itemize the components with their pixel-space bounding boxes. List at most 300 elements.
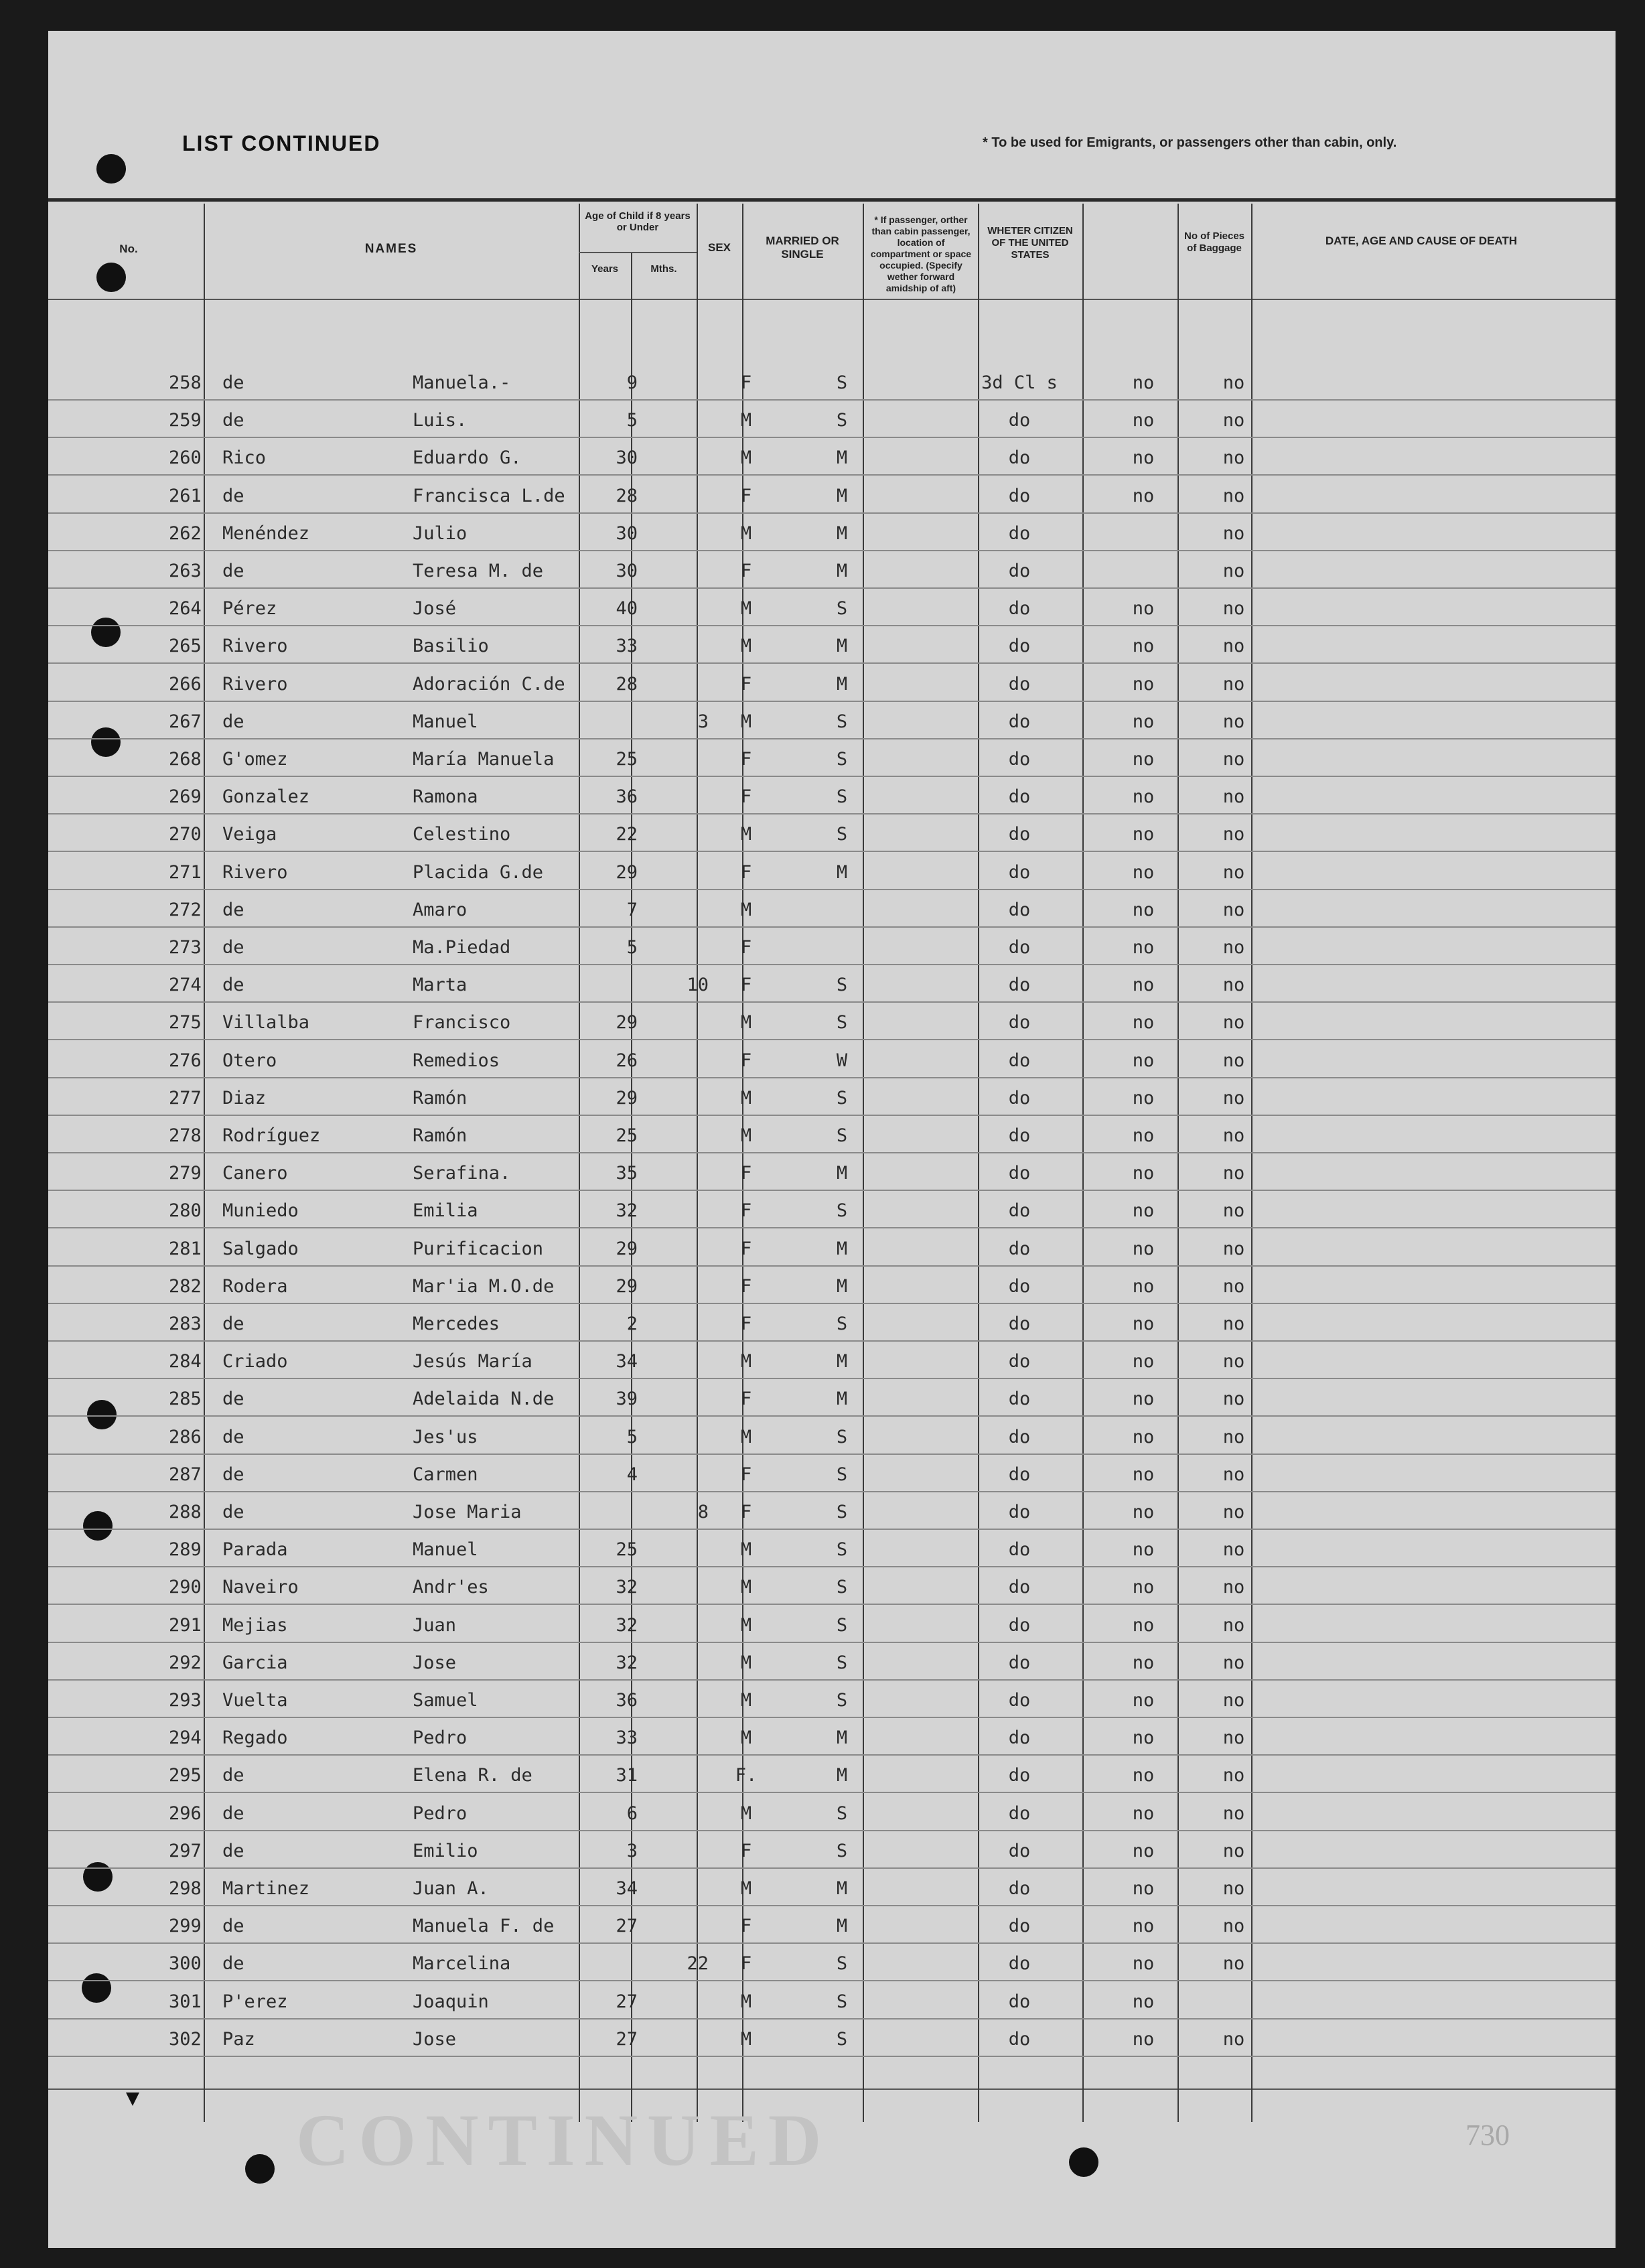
location-cell: do	[1008, 447, 1031, 468]
baggage-cell: no	[1222, 1502, 1245, 1522]
age-years-cell: 30	[616, 561, 638, 581]
given-name-cell: Basilio	[413, 636, 489, 656]
row-number-cell: 295	[169, 1765, 202, 1786]
table-row	[48, 442, 1616, 480]
table-row	[48, 1120, 1616, 1157]
us-citizen-cell: no	[1132, 598, 1155, 619]
column-header-rule	[48, 299, 1616, 300]
us-citizen-cell: no	[1132, 1577, 1155, 1598]
row-number-cell: 296	[169, 1803, 202, 1824]
age-years-cell: 29	[616, 862, 638, 883]
given-name-cell: Emilio	[413, 1841, 478, 1861]
table-row	[48, 1948, 1616, 1985]
punch-hole-icon	[96, 263, 126, 292]
sex-cell: M	[740, 1088, 752, 1109]
location-cell: do	[1008, 486, 1031, 506]
given-name-cell: Emilia	[413, 1200, 478, 1221]
age-months-cell: 10	[687, 975, 709, 995]
location-cell: do	[1008, 1238, 1031, 1259]
table-row	[48, 1722, 1616, 1760]
marital-status-cell: S	[836, 1539, 848, 1560]
location-cell: do	[1008, 1276, 1031, 1297]
row-number-cell: 280	[169, 1200, 202, 1221]
row-number-cell: 298	[169, 1878, 202, 1899]
us-citizen-cell: no	[1132, 1727, 1155, 1748]
stamp: CONTINUED	[296, 2099, 831, 2181]
table-row	[48, 593, 1616, 630]
sex-cell: M	[740, 523, 752, 544]
marital-status-cell: S	[836, 598, 848, 619]
sex-cell: F	[740, 1389, 752, 1409]
location-cell: do	[1008, 1464, 1031, 1485]
location-cell: do	[1008, 1163, 1031, 1184]
sex-cell: F	[740, 937, 752, 958]
baggage-cell: no	[1222, 937, 1245, 958]
marital-status-cell: M	[836, 1238, 848, 1259]
table-row	[48, 1459, 1616, 1496]
table-row	[48, 1383, 1616, 1421]
baggage-cell: no	[1222, 1727, 1245, 1748]
location-cell: do	[1008, 1878, 1031, 1899]
table-row	[48, 1685, 1616, 1722]
row-number-cell: 290	[169, 1577, 202, 1598]
sex-cell: M	[740, 2029, 752, 2050]
age-years-cell: 29	[616, 1012, 638, 1033]
surname-cell: Rodríguez	[222, 1125, 321, 1146]
table-bottom-rule	[48, 2088, 1616, 2090]
us-citizen-cell: no	[1132, 1238, 1155, 1259]
marital-status-cell: S	[836, 1200, 848, 1221]
location-cell: do	[1008, 975, 1031, 995]
baggage-cell: no	[1222, 1050, 1245, 1071]
us-citizen-cell: no	[1132, 1389, 1155, 1409]
marital-status-cell: S	[836, 1690, 848, 1711]
surname-cell: de	[222, 486, 244, 506]
row-number-cell: 294	[169, 1727, 202, 1748]
location-cell: do	[1008, 1088, 1031, 1109]
baggage-cell: no	[1222, 1314, 1245, 1334]
us-citizen-cell: no	[1132, 862, 1155, 883]
col-header-names: NAMES	[364, 242, 418, 256]
table-row	[48, 480, 1616, 518]
marital-status-cell: W	[836, 1050, 848, 1071]
age-subheader-rule	[579, 252, 697, 253]
us-citizen-cell: no	[1132, 1916, 1155, 1936]
given-name-cell: Manuela F. de	[413, 1916, 555, 1936]
location-cell: do	[1008, 1803, 1031, 1824]
us-citizen-cell: no	[1132, 1953, 1155, 1974]
given-name-cell: Francisco	[413, 1012, 511, 1033]
age-years-cell: 33	[616, 636, 638, 656]
age-years-cell: 29	[616, 1088, 638, 1109]
table-row	[48, 743, 1616, 781]
sex-cell: F	[740, 749, 752, 770]
age-years-cell: 5	[626, 937, 638, 958]
given-name-cell: Remedios	[413, 1050, 500, 1071]
location-cell: do	[1008, 711, 1031, 732]
age-years-cell: 22	[616, 824, 638, 845]
table-row	[48, 367, 1616, 405]
sex-cell: M	[740, 711, 752, 732]
row-number-cell: 291	[169, 1615, 202, 1636]
baggage-cell: no	[1222, 447, 1245, 468]
given-name-cell: Ramón	[413, 1125, 468, 1146]
row-number-cell: 268	[169, 749, 202, 770]
marital-status-cell: M	[836, 486, 848, 506]
location-cell: do	[1008, 1427, 1031, 1447]
surname-cell: Vuelta	[222, 1690, 288, 1711]
us-citizen-cell: no	[1132, 1765, 1155, 1786]
surname-cell: Villalba	[222, 1012, 310, 1033]
location-cell: do	[1008, 900, 1031, 920]
surname-cell: Salgado	[222, 1238, 299, 1259]
surname-cell: Rico	[222, 447, 267, 468]
baggage-cell: no	[1222, 410, 1245, 431]
given-name-cell: Pedro	[413, 1727, 468, 1748]
location-cell: do	[1008, 1314, 1031, 1334]
given-name-cell: Juan	[413, 1615, 457, 1636]
sex-cell: F	[740, 372, 752, 393]
sex-cell: F	[740, 975, 752, 995]
location-cell: do	[1008, 2029, 1031, 2050]
table-row	[48, 1233, 1616, 1271]
location-cell: do	[1008, 674, 1031, 695]
row-number-cell: 292	[169, 1652, 202, 1673]
surname-cell: Garcia	[222, 1652, 288, 1673]
table-row	[48, 1271, 1616, 1308]
surname-cell: Rivero	[222, 674, 288, 695]
us-citizen-cell: no	[1132, 1690, 1155, 1711]
sex-cell: F	[740, 1050, 752, 1071]
age-years-cell: 2	[626, 1314, 638, 1334]
baggage-cell: no	[1222, 786, 1245, 807]
table-row	[48, 1835, 1616, 1873]
table-row	[48, 1496, 1616, 1534]
given-name-cell: Pedro	[413, 1803, 468, 1824]
row-number-cell: 285	[169, 1389, 202, 1409]
given-name-cell: Jose	[413, 1652, 457, 1673]
age-years-cell: 32	[616, 1615, 638, 1636]
location-cell: do	[1008, 862, 1031, 883]
location-cell: do	[1008, 598, 1031, 619]
marital-status-cell: S	[836, 786, 848, 807]
table-row	[48, 1798, 1616, 1835]
age-months-cell: 8	[697, 1502, 709, 1522]
table-row	[48, 1157, 1616, 1195]
table-row	[48, 1045, 1616, 1082]
surname-cell: Veiga	[222, 824, 277, 845]
age-years-cell: 25	[616, 1539, 638, 1560]
age-years-cell: 40	[616, 598, 638, 619]
marital-status-cell: S	[836, 1012, 848, 1033]
us-citizen-cell: no	[1132, 1012, 1155, 1033]
given-name-cell: Andr'es	[413, 1577, 489, 1598]
marital-status-cell: S	[836, 1577, 848, 1598]
sex-cell: M	[740, 824, 752, 845]
us-citizen-cell: no	[1132, 1163, 1155, 1184]
us-citizen-cell: no	[1132, 975, 1155, 995]
baggage-cell: no	[1222, 1539, 1245, 1560]
col-header-years: Years	[591, 263, 619, 275]
surname-cell: de	[222, 1502, 244, 1522]
location-cell: do	[1008, 1991, 1031, 2012]
row-number-cell: 278	[169, 1125, 202, 1146]
col-header-married: MARRIED OR SINGLE	[766, 234, 839, 261]
table-row	[48, 630, 1616, 668]
row-number-cell: 288	[169, 1502, 202, 1522]
table-row	[48, 819, 1616, 856]
surname-cell: Mejias	[222, 1615, 288, 1636]
us-citizen-cell: no	[1132, 1050, 1155, 1071]
age-years-cell: 28	[616, 486, 638, 506]
baggage-cell: no	[1222, 1765, 1245, 1786]
col-header-citizen: WHETER CITIZEN OF THE UNITED STATES	[987, 225, 1073, 261]
table-row	[48, 518, 1616, 555]
given-name-cell: Francisca L.de	[413, 486, 565, 506]
surname-cell: Gonzalez	[222, 786, 310, 807]
us-citizen-cell: no	[1132, 824, 1155, 845]
sex-cell: F	[740, 862, 752, 883]
us-citizen-cell: no	[1132, 1841, 1155, 1861]
baggage-cell: no	[1222, 636, 1245, 656]
sex-cell: M	[740, 1615, 752, 1636]
marital-status-cell: S	[836, 1314, 848, 1334]
location-cell: do	[1008, 1953, 1031, 1974]
surname-cell: de	[222, 1427, 244, 1447]
age-years-cell: 6	[626, 1803, 638, 1824]
marital-status-cell: S	[836, 1427, 848, 1447]
us-citizen-cell: no	[1132, 1539, 1155, 1560]
given-name-cell: Jesús María	[413, 1351, 532, 1372]
table-row	[48, 1873, 1616, 1910]
punch-hole-icon	[245, 2154, 275, 2184]
given-name-cell: Amaro	[413, 900, 468, 920]
marital-status-cell: S	[836, 1125, 848, 1146]
location-cell: do	[1008, 1389, 1031, 1409]
manifest-sheet	[48, 31, 1616, 2248]
age-years-cell: 27	[616, 1991, 638, 2012]
location-cell: do	[1008, 1351, 1031, 1372]
table-row	[48, 1571, 1616, 1609]
marital-status-cell: S	[836, 1953, 848, 1974]
location-cell: do	[1008, 937, 1031, 958]
location-cell: do	[1008, 786, 1031, 807]
us-citizen-cell: no	[1132, 372, 1155, 393]
given-name-cell: Manuela.-	[413, 372, 511, 393]
baggage-cell: no	[1222, 1163, 1245, 1184]
given-name-cell: Marta	[413, 975, 468, 995]
col-header-mths: Mths.	[650, 263, 677, 275]
surname-cell: de	[222, 561, 244, 581]
us-citizen-cell: no	[1132, 1200, 1155, 1221]
given-name-cell: Jose Maria	[413, 1502, 522, 1522]
col-header-no: No.	[119, 242, 138, 255]
row-number-cell: 300	[169, 1953, 202, 1974]
given-name-cell: Serafina.	[413, 1163, 511, 1184]
baggage-cell: no	[1222, 1238, 1245, 1259]
given-name-cell: María Manuela	[413, 749, 555, 770]
table-row	[48, 1910, 1616, 1948]
row-number-cell: 261	[169, 486, 202, 506]
row-number-cell: 258	[169, 372, 202, 393]
location-cell: do	[1008, 1916, 1031, 1936]
baggage-cell: no	[1222, 1577, 1245, 1598]
given-name-cell: Marcelina	[413, 1953, 511, 1974]
marital-status-cell: S	[836, 2029, 848, 2050]
given-name-cell: Juan A.	[413, 1878, 489, 1899]
age-months-cell: 3	[697, 711, 709, 732]
given-name-cell: Mar'ia M.O.de	[413, 1276, 555, 1297]
marital-status-cell: S	[836, 1464, 848, 1485]
age-years-cell: 4	[626, 1464, 638, 1485]
sex-cell: F	[740, 1502, 752, 1522]
header-rule	[48, 198, 1616, 202]
table-row	[48, 894, 1616, 932]
baggage-cell: no	[1222, 1088, 1245, 1109]
location-cell: do	[1008, 1615, 1031, 1636]
sex-cell: M	[740, 1351, 752, 1372]
sex-cell: M	[740, 1727, 752, 1748]
age-years-cell: 34	[616, 1351, 638, 1372]
given-name-cell: Adelaida N.de	[413, 1389, 555, 1409]
baggage-cell: no	[1222, 1953, 1245, 1974]
marital-status-cell: M	[836, 1765, 848, 1786]
baggage-cell: no	[1222, 975, 1245, 995]
us-citizen-cell: no	[1132, 410, 1155, 431]
sex-cell: M	[740, 1803, 752, 1824]
location-cell: do	[1008, 1577, 1031, 1598]
age-months-cell: 22	[687, 1953, 709, 1974]
surname-cell: de	[222, 1803, 244, 1824]
age-years-cell: 34	[616, 1878, 638, 1899]
location-cell: do	[1008, 1841, 1031, 1861]
table-row	[48, 1986, 1616, 2024]
baggage-cell: no	[1222, 372, 1245, 393]
sex-cell: M	[740, 1991, 752, 2012]
given-name-cell: Celestino	[413, 824, 511, 845]
age-years-cell: 5	[626, 410, 638, 431]
us-citizen-cell: no	[1132, 674, 1155, 695]
surname-cell: de	[222, 937, 244, 958]
baggage-cell: no	[1222, 900, 1245, 920]
surname-cell: Diaz	[222, 1088, 267, 1109]
location-cell: do	[1008, 1502, 1031, 1522]
row-number-cell: 273	[169, 937, 202, 958]
sex-cell: F	[740, 486, 752, 506]
table-row	[48, 1421, 1616, 1459]
given-name-cell: Manuel	[413, 1539, 478, 1560]
surname-cell: de	[222, 711, 244, 732]
us-citizen-cell: no	[1132, 2029, 1155, 2050]
row-number-cell: 263	[169, 561, 202, 581]
us-citizen-cell: no	[1132, 486, 1155, 506]
surname-cell: Menéndez	[222, 523, 310, 544]
sex-cell: M	[740, 1652, 752, 1673]
us-citizen-cell: no	[1132, 900, 1155, 920]
row-number-cell: 286	[169, 1427, 202, 1447]
us-citizen-cell: no	[1132, 711, 1155, 732]
sex-cell: F	[740, 1464, 752, 1485]
baggage-cell: no	[1222, 862, 1245, 883]
given-name-cell: Placida G.de	[413, 862, 544, 883]
col-header-baggage: No of Pieces of Baggage	[1184, 230, 1245, 254]
location-cell: do	[1008, 636, 1031, 656]
given-name-cell: Joaquin	[413, 1991, 489, 2012]
marital-status-cell: S	[836, 975, 848, 995]
us-citizen-cell: no	[1132, 1502, 1155, 1522]
location-cell: do	[1008, 1012, 1031, 1033]
surname-cell: Rivero	[222, 636, 288, 656]
surname-cell: de	[222, 1841, 244, 1861]
table-row	[48, 857, 1616, 894]
baggage-cell: no	[1222, 674, 1245, 695]
us-citizen-cell: no	[1132, 1351, 1155, 1372]
us-citizen-cell: no	[1132, 1464, 1155, 1485]
baggage-cell: no	[1222, 1615, 1245, 1636]
surname-cell: Canero	[222, 1163, 288, 1184]
given-name-cell: José	[413, 598, 457, 619]
row-number-cell: 282	[169, 1276, 202, 1297]
age-years-cell: 32	[616, 1652, 638, 1673]
location-cell: do	[1008, 1727, 1031, 1748]
age-years-cell: 31	[616, 1765, 638, 1786]
surname-cell: P'erez	[222, 1991, 288, 2012]
age-years-cell: 29	[616, 1238, 638, 1259]
sex-cell: M	[740, 1427, 752, 1447]
given-name-cell: Luis.	[413, 410, 468, 431]
location-cell: do	[1008, 1765, 1031, 1786]
marital-status-cell: S	[836, 1991, 848, 2012]
col-header-age: Age of Child if 8 years or Under	[585, 210, 691, 233]
surname-cell: de	[222, 900, 244, 920]
given-name-cell: Eduardo G.	[413, 447, 522, 468]
marital-status-cell: S	[836, 1088, 848, 1109]
table-row	[48, 932, 1616, 969]
baggage-cell: no	[1222, 1389, 1245, 1409]
surname-cell: de	[222, 1765, 244, 1786]
row-number-cell: 277	[169, 1088, 202, 1109]
row-number-cell: 275	[169, 1012, 202, 1033]
surname-cell: Martinez	[222, 1878, 310, 1899]
sex-cell: F	[740, 1953, 752, 1974]
marital-status-cell: M	[836, 1878, 848, 1899]
row-number-cell: 265	[169, 636, 202, 656]
surname-cell: de	[222, 1916, 244, 1936]
marital-status-cell: S	[836, 372, 848, 393]
row-number-cell: 281	[169, 1238, 202, 1259]
baggage-cell: no	[1222, 486, 1245, 506]
baggage-cell: no	[1222, 824, 1245, 845]
us-citizen-cell: no	[1132, 1803, 1155, 1824]
age-years-cell: 35	[616, 1163, 638, 1184]
surname-cell: Muniedo	[222, 1200, 299, 1221]
baggage-cell: no	[1222, 1012, 1245, 1033]
page-title: LIST CONTINUED	[182, 131, 381, 155]
baggage-cell: no	[1222, 1803, 1245, 1824]
surname-cell: de	[222, 975, 244, 995]
table-row	[48, 1007, 1616, 1044]
baggage-cell: no	[1222, 1125, 1245, 1146]
page-number: 730	[1465, 2119, 1510, 2151]
table-row	[48, 668, 1616, 706]
age-years-cell: 28	[616, 674, 638, 695]
age-years-cell: 25	[616, 749, 638, 770]
age-years-cell: 27	[616, 2029, 638, 2050]
surname-cell: Paz	[222, 2029, 255, 2050]
header-note: * To be used for Emigrants, or passengers other than cabin, only.	[983, 135, 1397, 150]
given-name-cell: Adoración C.de	[413, 674, 565, 695]
us-citizen-cell: no	[1132, 786, 1155, 807]
